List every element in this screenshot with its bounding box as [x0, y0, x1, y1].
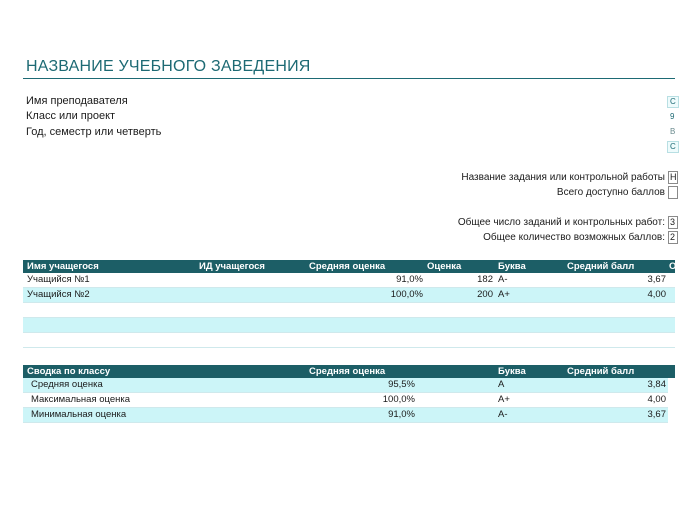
summary-gpa-cell: 3,67: [647, 409, 666, 420]
col-letter[interactable]: Буква: [498, 261, 526, 272]
gpa-cell: 4,00: [647, 289, 666, 300]
col-summary-letter[interactable]: Буква: [498, 366, 526, 377]
average-grade-cell: 91,0%: [396, 274, 423, 285]
col-summary-gpa[interactable]: Средний балл: [567, 366, 635, 377]
summary-letter-cell: A: [498, 379, 505, 390]
summary-average-cell: 91,0%: [388, 409, 415, 420]
class-project-label: Класс или проект: [26, 110, 116, 122]
student-name-cell[interactable]: Учащийся №1: [27, 274, 90, 285]
table-row-empty[interactable]: [23, 303, 675, 318]
letter-cell: A-: [498, 274, 508, 285]
table-row[interactable]: [23, 288, 675, 303]
summary-letter-cell: A-: [498, 409, 508, 420]
col-student-id[interactable]: ИД учащегося: [199, 261, 265, 272]
gpa-cell: 3,67: [647, 274, 666, 285]
total-assignments-label: Общее число заданий и контрольных работ:: [457, 217, 665, 228]
total-possible-points-value: 2: [668, 231, 678, 244]
summary-letter-cell: A+: [498, 394, 510, 405]
year-term-cell-text: В: [670, 127, 676, 136]
total-assignments-value: 3: [668, 216, 678, 229]
total-possible-points-label: Общее количество возможных баллов:: [483, 232, 665, 243]
summary-gpa-cell: 3,84: [647, 379, 666, 390]
score-cell: 182: [477, 274, 493, 285]
summary-average-cell: 100,0%: [382, 394, 415, 405]
total-points-label: Всего доступно баллов: [556, 187, 665, 198]
col-class-summary[interactable]: Сводка по классу: [27, 366, 111, 377]
assignment-name-label: Название задания или контрольной работы: [461, 172, 665, 183]
students-table-header: [23, 260, 675, 273]
col-summary-average[interactable]: Средняя оценка: [309, 366, 386, 377]
summary-label-cell: Минимальная оценка: [31, 409, 127, 420]
col-overflow[interactable]: О: [669, 261, 677, 272]
teacher-name-cell-text: С: [670, 97, 676, 106]
table-row[interactable]: [23, 273, 675, 288]
summary-row[interactable]: [23, 378, 668, 393]
student-name-cell[interactable]: Учащийся №2: [27, 289, 90, 300]
summary-label-cell: Средняя оценка: [31, 379, 103, 390]
total-points-input[interactable]: [668, 186, 678, 199]
col-gpa[interactable]: Средний балл: [567, 261, 635, 272]
summary-table-header: [23, 365, 675, 378]
summary-row[interactable]: [23, 408, 668, 423]
summary-row[interactable]: [23, 393, 668, 408]
score-cell: 200: [477, 289, 493, 300]
table-divider: [23, 332, 675, 333]
summary-label-cell: Максимальная оценка: [31, 394, 131, 405]
average-grade-cell: 100,0%: [390, 289, 423, 300]
letter-cell: A+: [498, 289, 510, 300]
col-student-name[interactable]: Имя учащегося: [27, 261, 99, 272]
table-row-empty[interactable]: [23, 318, 675, 332]
school-name-title[interactable]: НАЗВАНИЕ УЧЕБНОГО ЗАВЕДЕНИЯ: [26, 58, 311, 75]
extra-info-cell-text: С: [670, 142, 676, 151]
summary-average-cell: 95,5%: [388, 379, 415, 390]
title-underline: [23, 78, 675, 79]
col-average-grade[interactable]: Средняя оценка: [309, 261, 386, 272]
teacher-name-label: Имя преподавателя: [26, 95, 128, 107]
assignment-name-input[interactable]: Н: [670, 172, 677, 182]
table-divider: [23, 347, 675, 348]
year-term-label: Год, семестр или четверть: [26, 126, 162, 138]
col-score[interactable]: Оценка: [427, 261, 462, 272]
summary-gpa-cell: 4,00: [647, 394, 666, 405]
class-project-cell-text: 9: [670, 112, 675, 121]
